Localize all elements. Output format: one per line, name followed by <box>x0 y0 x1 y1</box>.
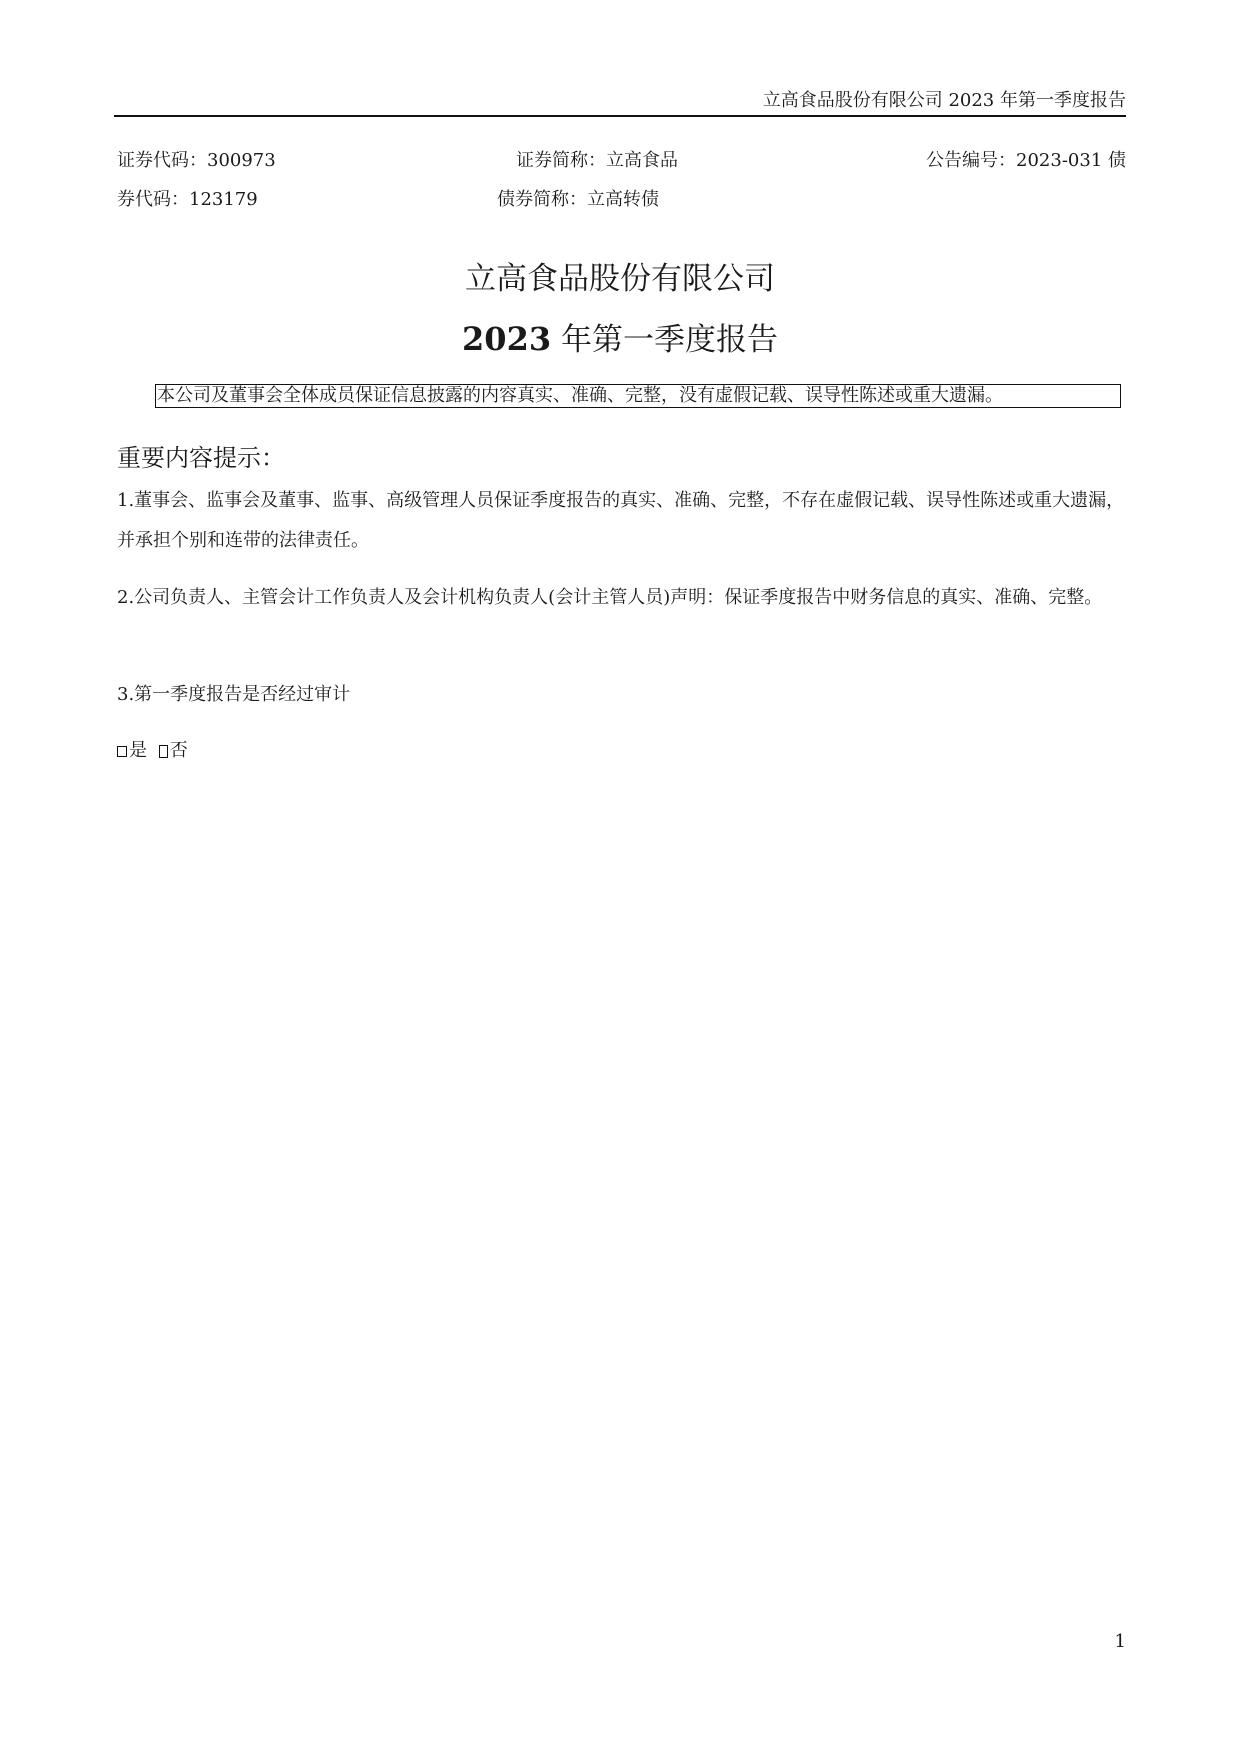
item-2-text: 2.公司负责人、主管会计工作负责人及会计机构负责人(会计主管人员)声明：保证季度报告中财务信息的真实、准确、完整。 <box>117 587 1103 608</box>
bond-short-name: 债券简称：立高转债 <box>497 189 659 210</box>
announcement-number: 公告编号：2023-031 债 <box>926 150 1126 171</box>
header-rule <box>114 115 1126 117</box>
audit-options <box>117 740 188 762</box>
report-year: 2023 <box>462 320 552 358</box>
item-1-text: 1.董事会、监事会及董事、监事、高级管理人员保证季度报告的真实、准确、完整，不存在虚假记载、误导性陈述或重大遗漏，并承担个别和连带的法律责任。 <box>117 490 1125 551</box>
stock-short-name: 证券简称：立高食品 <box>516 150 678 171</box>
report-title <box>0 319 1240 360</box>
stock-code: 证券代码：300973 <box>117 150 276 171</box>
report-name: 年第一季度报告 <box>551 322 778 358</box>
audit-no-checkbox[interactable] <box>159 745 168 758</box>
section-title: 重要内容提示： <box>117 444 285 472</box>
company-title: 立高食品股份有限公司 <box>465 261 775 297</box>
audit-yes-label: 是 <box>129 740 147 761</box>
bond-code: 券代码：123179 <box>117 189 258 210</box>
running-header: 立高食品股份有限公司 2023 年第一季度报告 <box>762 90 1126 111</box>
audit-yes-checkbox[interactable] <box>117 746 127 757</box>
page-number: 1 <box>1114 1631 1126 1652</box>
audit-no-label: 否 <box>169 740 188 761</box>
item-3-text: 3.第一季度报告是否经过审计 <box>117 684 351 705</box>
statement-box: 本公司及董事会全体成员保证信息披露的内容真实、准确、完整，没有虚假记载、误导性陈述或重大遗漏。 <box>155 384 1121 408</box>
